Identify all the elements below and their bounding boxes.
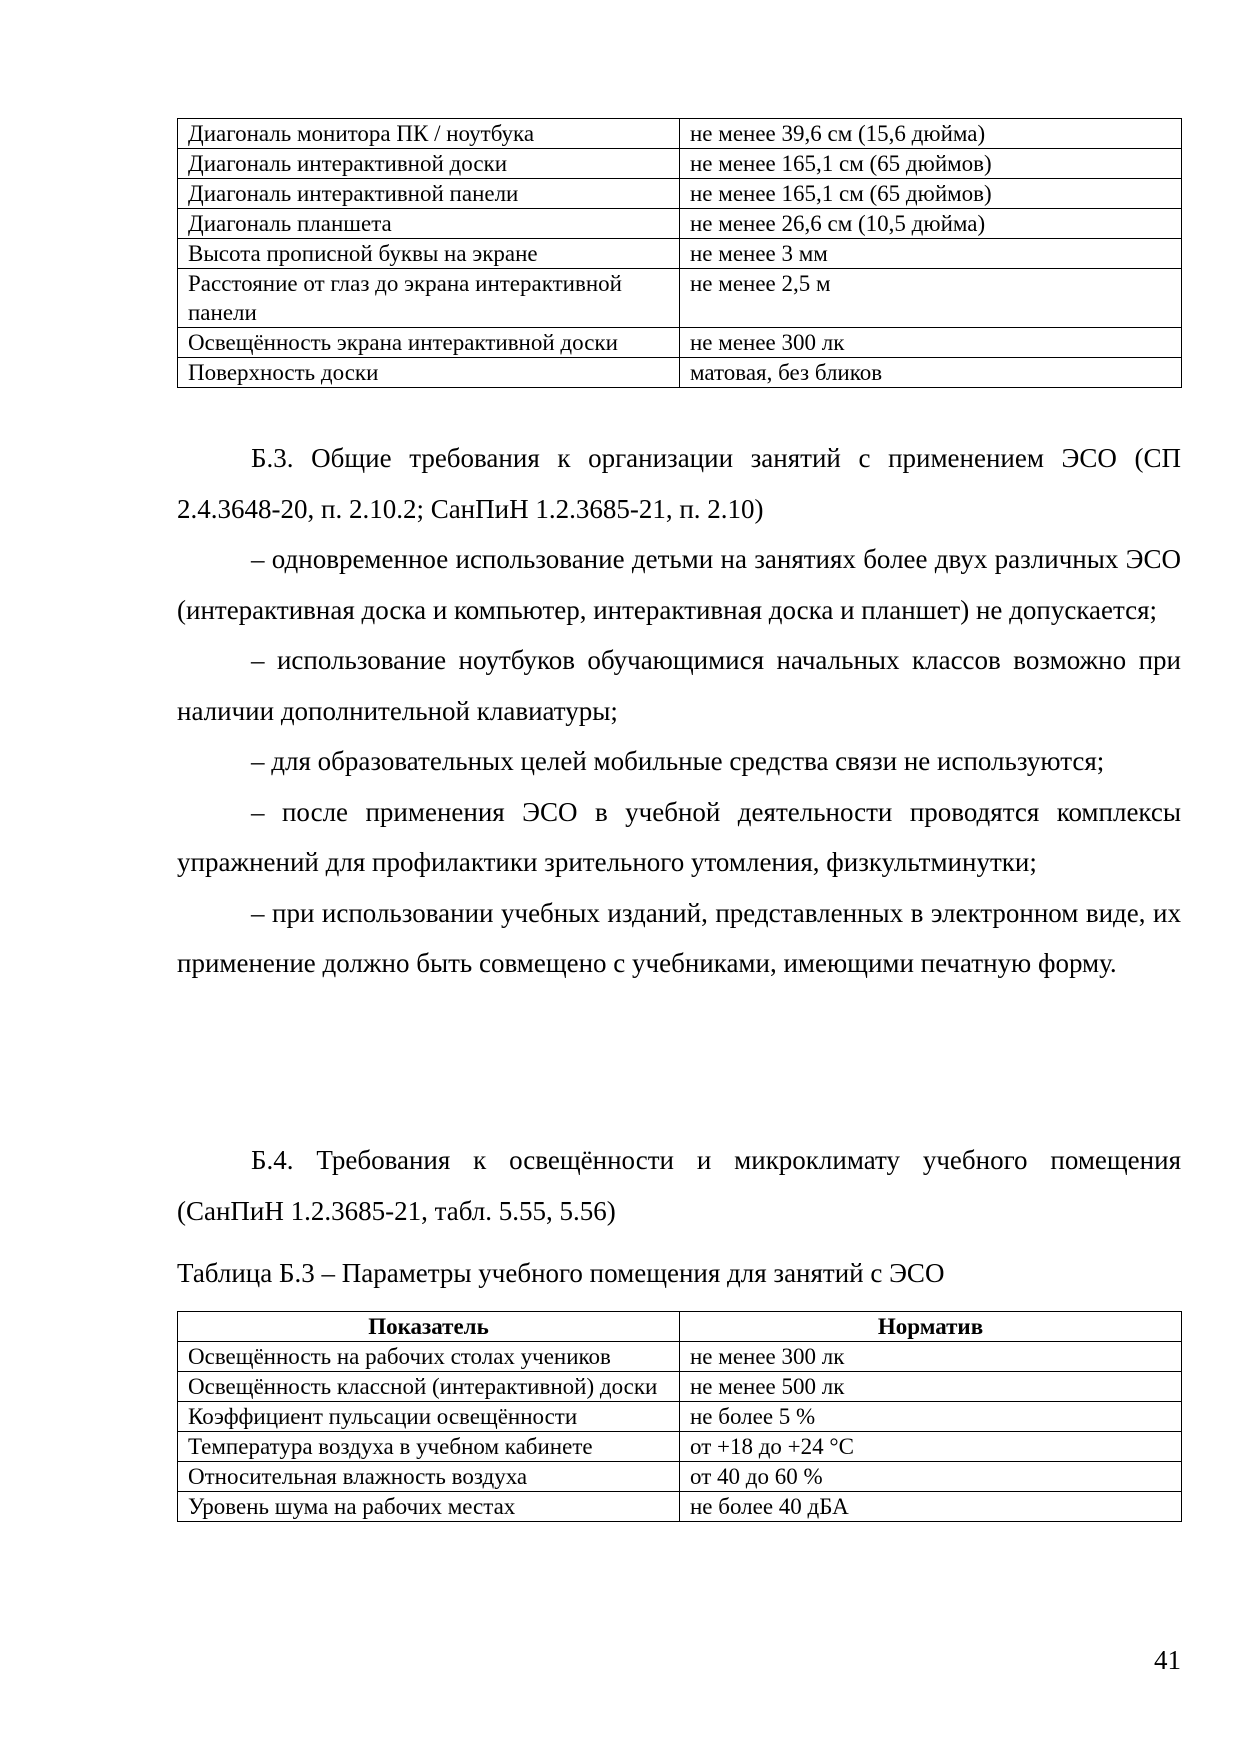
table-cell: не менее 300 лк <box>680 1342 1182 1372</box>
table-row <box>178 269 1182 328</box>
list-item: – одновременное использование детьми на занятиях более двух различных ЭСО (интерактивная доска и компьютер, интерактивная доска и планшет) не допускается; <box>177 544 1181 625</box>
room-parameters-table <box>177 1311 1182 1522</box>
list-item: – использование ноутбуков обучающимися начальных классов возможно при наличии дополнительной клавиатуры; <box>177 645 1181 726</box>
list-item: – для образовательных целей мобильные средства связи не используются; <box>251 746 1105 776</box>
table-caption: Таблица Б.3 – Параметры учебного помещения для занятий с ЭСО <box>177 1258 945 1288</box>
table-cell: Освещённость экрана интерактивной доски <box>178 328 680 358</box>
section-b3 <box>177 433 1181 989</box>
table-cell: Диагональ планшета <box>178 209 680 239</box>
table-cell: от +18 до +24 °С <box>680 1432 1182 1462</box>
table-header-row <box>178 1312 1182 1342</box>
table-cell: не менее 165,1 см (65 дюймов) <box>680 179 1182 209</box>
table-row <box>178 1372 1182 1402</box>
table-row <box>178 1402 1182 1432</box>
table-row <box>178 119 1182 149</box>
section-heading: Б.4. Требования к освещённости и микроклимату учебного помещения (СанПиН 1.2.3685-21, табл. 5.55, 5.56) <box>177 1145 1181 1226</box>
table-cell: не менее 39,6 см (15,6 дюйма) <box>680 119 1182 149</box>
table-cell: не более 5 % <box>680 1402 1182 1432</box>
list-item: – после применения ЭСО в учебной деятельности проводятся комплексы упражнений для профилактики зрительного утомления, физкультминутки; <box>177 796 1181 877</box>
table-cell: Относительная влажность воздуха <box>178 1462 680 1492</box>
list-item: – при использовании учебных изданий, представленных в электронном виде, их применение должно быть совмещено с учебниками, имеющими печатную форму. <box>177 897 1181 978</box>
table-cell: Температура воздуха в учебном кабинете <box>178 1432 680 1462</box>
table-cell: не менее 26,6 см (10,5 дюйма) <box>680 209 1182 239</box>
table-cell: Диагональ монитора ПК / ноутбука <box>178 119 680 149</box>
table-cell: Диагональ интерактивной доски <box>178 149 680 179</box>
table-row <box>178 328 1182 358</box>
section-heading: Б.3. Общие требования к организации занятий с применением ЭСО (СП 2.4.3648-20, п. 2.10.2; СанПиН 1.2.3685-21, п. 2.10) <box>177 443 1181 524</box>
table-cell: от 40 до 60 % <box>680 1462 1182 1492</box>
table-row <box>178 1492 1182 1522</box>
table-cell: матовая, без бликов <box>680 358 1182 388</box>
table-cell: Уровень шума на рабочих местах <box>178 1492 680 1522</box>
table-row <box>178 1432 1182 1462</box>
table-cell: не более 40 дБА <box>680 1492 1182 1522</box>
table-cell: не менее 2,5 м <box>680 269 1182 328</box>
table-cell: Освещённость на рабочих столах учеников <box>178 1342 680 1372</box>
table-cell: не менее 300 лк <box>680 328 1182 358</box>
table-row <box>178 1342 1182 1372</box>
table-row <box>178 358 1182 388</box>
table-row <box>178 1462 1182 1492</box>
table-cell: Высота прописной буквы на экране <box>178 239 680 269</box>
table-cell: Диагональ интерактивной панели <box>178 179 680 209</box>
column-header: Норматив <box>680 1312 1182 1342</box>
screen-parameters-table <box>177 118 1182 388</box>
page-number: 41 <box>1154 1645 1181 1675</box>
table-row <box>178 209 1182 239</box>
table-cell: Коэффициент пульсации освещённости <box>178 1402 680 1432</box>
table-row <box>178 149 1182 179</box>
table-cell: не менее 165,1 см (65 дюймов) <box>680 149 1182 179</box>
table-cell: Освещённость классной (интерактивной) доски <box>178 1372 680 1402</box>
column-header: Показатель <box>178 1312 680 1342</box>
table-row <box>178 239 1182 269</box>
table-cell: не менее 3 мм <box>680 239 1182 269</box>
table-row <box>178 179 1182 209</box>
table-cell: Расстояние от глаз до экрана интерактивной панели <box>178 269 680 328</box>
table-cell: не менее 500 лк <box>680 1372 1182 1402</box>
table-cell: Поверхность доски <box>178 358 680 388</box>
